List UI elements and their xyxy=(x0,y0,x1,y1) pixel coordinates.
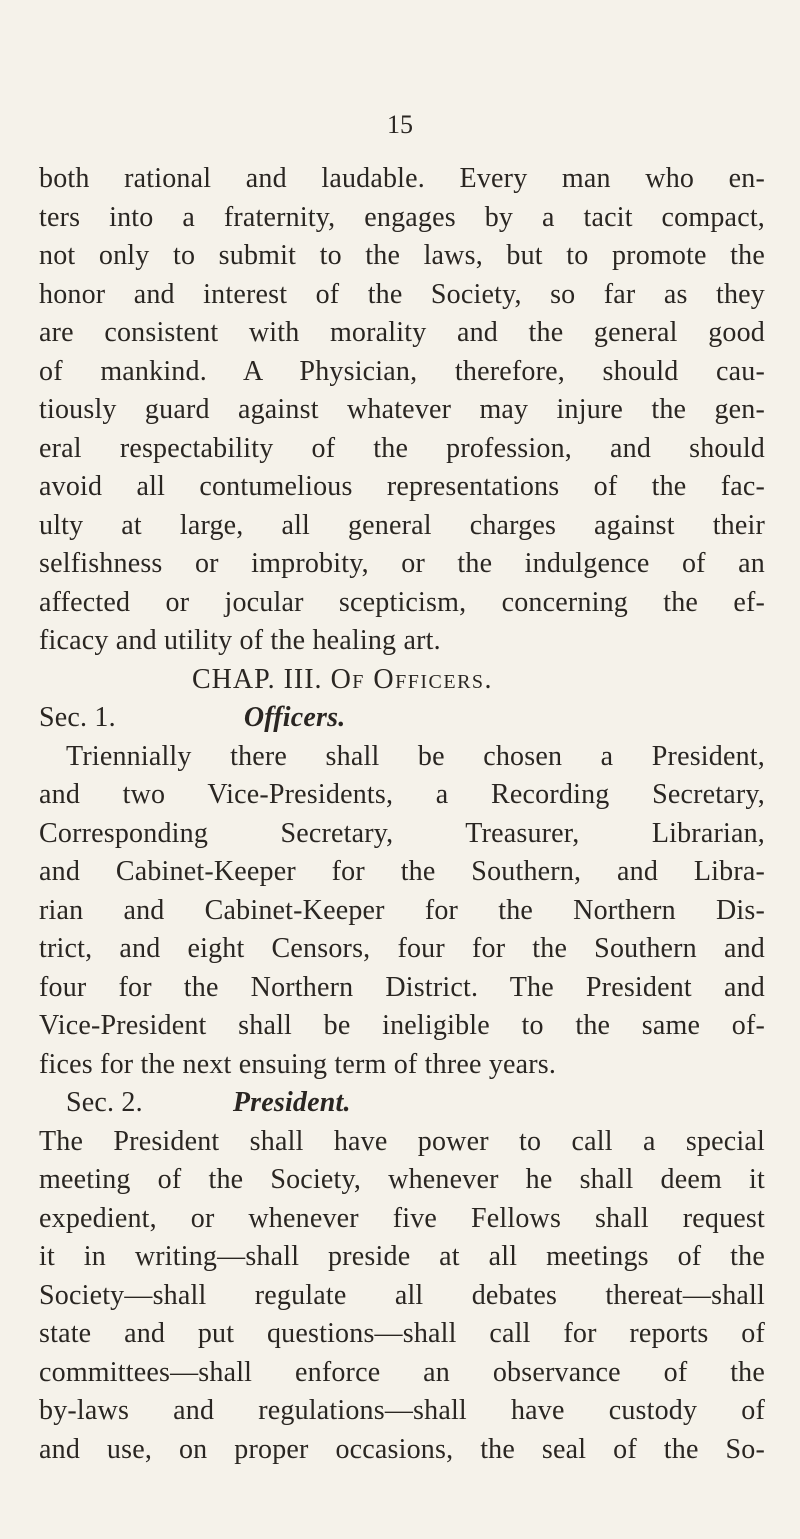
text-line: and Cabinet-Keeper for the Southern, and Libra- xyxy=(39,856,765,887)
text-line: affected or jocular scepticism, concerning the ef- xyxy=(39,586,765,618)
chapter-number: CHAP. III. xyxy=(192,663,323,695)
text-line: honor and interest of the Society, so far as they xyxy=(39,278,765,310)
text-line: ficacy and utility of the healing art. xyxy=(39,625,441,656)
text-line: avoid all contumelious representations of the fac- xyxy=(39,471,765,502)
text-line: both rational and laudable. Every man who en- xyxy=(39,163,765,194)
text-line: committees—shall enforce an observance of the xyxy=(39,1356,765,1388)
text-line: are consistent with morality and the general good xyxy=(39,317,765,348)
text-line: Society—shall regulate all debates thereat—shall xyxy=(39,1279,765,1311)
text-line: and use, on proper occasions, the seal of the So- xyxy=(39,1433,765,1465)
chapter-title: Of Officers. xyxy=(330,663,494,695)
section-title: President. xyxy=(232,1087,351,1118)
section-number: Sec. 1. xyxy=(39,702,116,733)
text-line: Corresponding Secretary, Treasurer, Librarian, xyxy=(39,817,765,849)
text-line: not only to submit to the laws, but to promote the xyxy=(39,240,765,271)
page-number: 15 xyxy=(387,110,413,139)
text-line: ulty at large, all general charges against their xyxy=(39,509,765,541)
chapter-heading xyxy=(39,661,765,700)
text-line: of mankind. A Physician, therefore, should cau- xyxy=(39,355,765,387)
text-line: expedient, or whenever five Fellows shall request xyxy=(39,1202,765,1234)
text-line: by-laws and regulations—shall have custody of xyxy=(39,1395,765,1426)
text-line: selfishness or improbity, or the indulgence of an xyxy=(39,548,765,579)
text-line: it in writing—shall preside at all meetings of the xyxy=(39,1241,765,1272)
text-line: Vice-President shall be ineligible to the same of- xyxy=(39,1010,765,1041)
page-text xyxy=(39,160,765,1469)
text-line: trict, and eight Censors, four for the Southern and xyxy=(39,933,765,964)
text-line: eral respectability of the profession, and should xyxy=(39,432,765,464)
text-line: tiously guard against whatever may injure the gen- xyxy=(39,394,765,425)
text-line: Triennially there shall be chosen a President, xyxy=(66,740,765,772)
text-line: and two Vice-Presidents, a Recording Secretary, xyxy=(39,779,765,810)
text-line: ters into a fraternity, engages by a tacit compact, xyxy=(39,201,765,233)
section-heading xyxy=(39,1084,765,1123)
text-line: fices for the next ensuing term of three years. xyxy=(39,1048,557,1080)
text-line: rian and Cabinet-Keeper for the Northern Dis- xyxy=(39,894,765,926)
section-title: Officers. xyxy=(243,702,346,733)
text-line: meeting of the Society, whenever he shall deem it xyxy=(39,1164,765,1195)
section-heading xyxy=(39,699,765,738)
text-line: The President shall have power to call a special xyxy=(39,1125,765,1157)
text-line: four for the Northern District. The President and xyxy=(39,971,765,1003)
section-number: Sec. 2. xyxy=(66,1087,143,1118)
text-line: state and put questions—shall call for reports of xyxy=(39,1318,765,1349)
